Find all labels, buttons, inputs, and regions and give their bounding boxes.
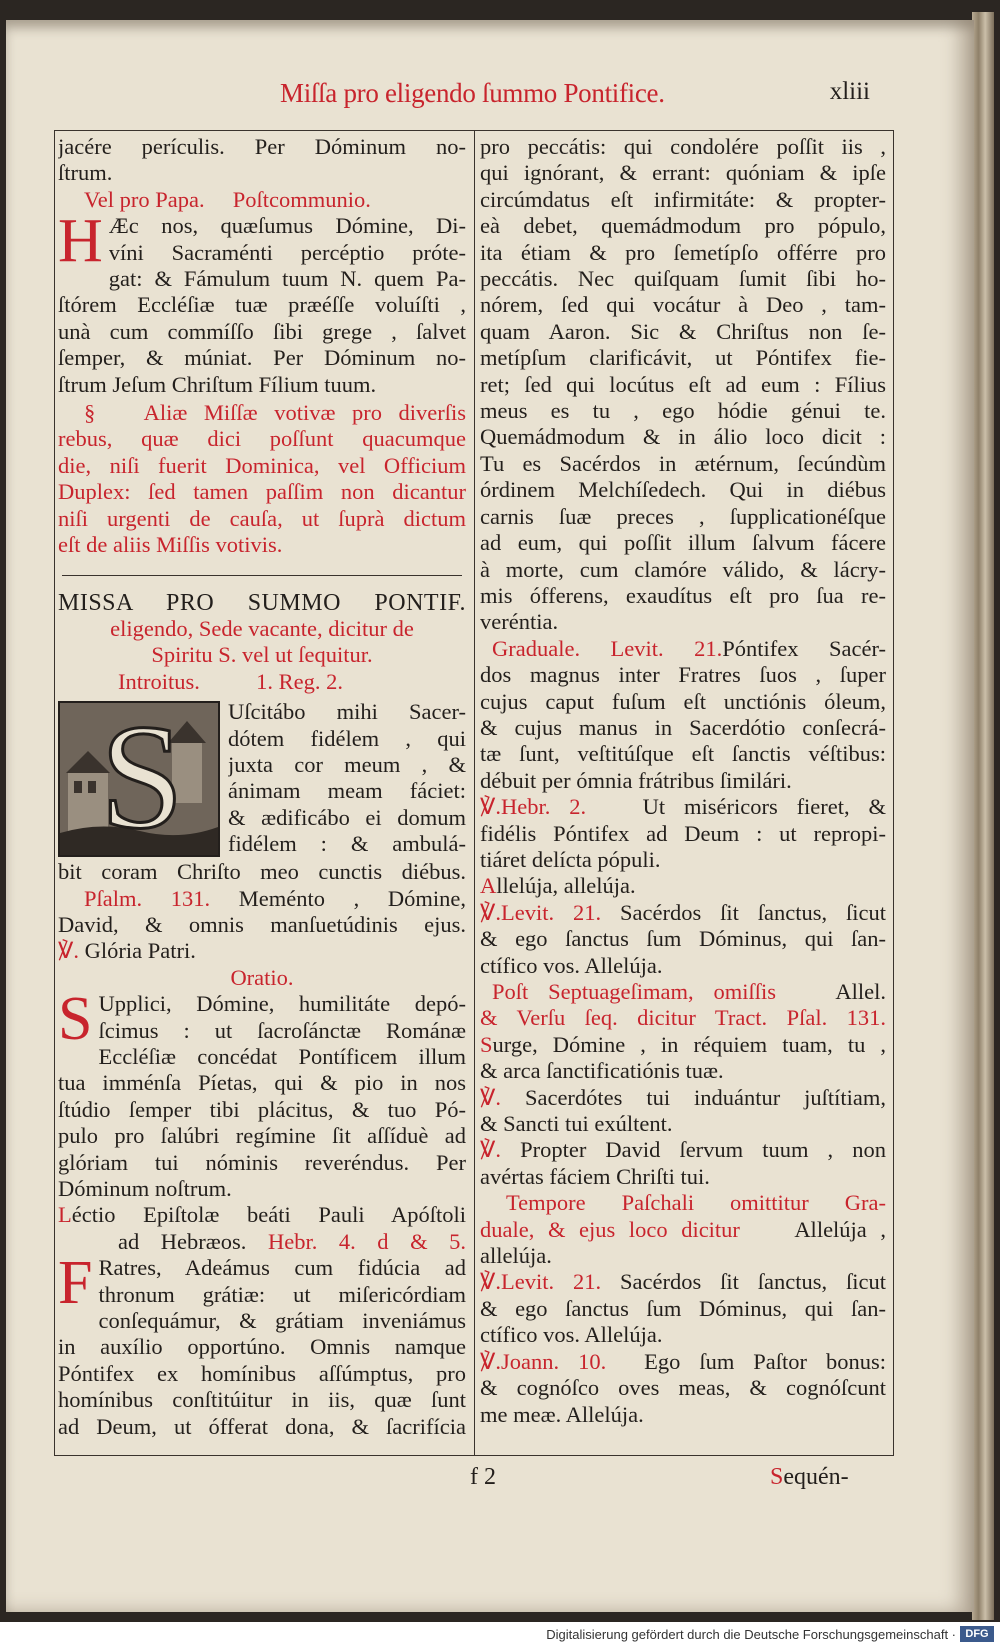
left-column — [58, 134, 466, 1440]
alleluia-initial: A — [480, 873, 497, 899]
versicle-text: Sacérdos ſit ſanctus, ſicut — [620, 1269, 886, 1295]
text-line: niſi urgenti de cauſa, ut ſuprà dictum — [58, 505, 466, 531]
versicle-line — [480, 1349, 886, 1375]
introitus-paragraph — [58, 699, 466, 885]
text-line: débuit per ómnia frátribus ſimilári. — [480, 767, 792, 793]
versicle-symbol-icon: ℣. — [480, 1137, 502, 1163]
text-line: ctífico vos. Allelúja. — [480, 1322, 663, 1348]
alleluia-text: Allelúja , — [794, 1216, 886, 1242]
versicle-symbol-icon: ℣. — [480, 899, 502, 925]
septuagesima-line — [480, 979, 886, 1005]
lectio-initial: L — [58, 1202, 72, 1228]
text-line: tiáret delícta pópuli. — [480, 846, 661, 872]
versicle-text: Ut miséricors fieret, & — [642, 794, 886, 820]
alleluia-text: llelúja, allelúja. — [496, 873, 636, 899]
text-line: fidélem : & ambulá- — [228, 831, 466, 857]
lectio-ref: Hebr. 4. d & 5. — [267, 1228, 466, 1254]
septuagesima-rubric: Poſt Septuageſimam, omiſſis — [492, 979, 776, 1004]
introitus-heading: Introitus. 1. Reg. 2. — [118, 668, 343, 694]
versicle-text: Propter David ſervum tuum , non — [520, 1137, 886, 1163]
text-line: meus es tu , ego hódie génui te. — [480, 398, 886, 424]
alleluia-line — [480, 873, 886, 899]
versicle-text: Ego ſum Paſtor bonus: — [644, 1348, 886, 1374]
text-line: & ædificábo ei domum — [228, 804, 466, 830]
text-line: avértas fáciem Chriſti tui. — [480, 1163, 710, 1189]
text-line: in auxílio opportúno. Omnis namque — [58, 1334, 466, 1360]
missa-title: MISSA PRO SUMMO PONTIF. — [58, 589, 466, 616]
text-line: die, niſi fuerit Dominica, vel Officium — [58, 452, 466, 478]
drop-cap: H — [58, 207, 103, 276]
versicle-text: Sacerdótes tui induántur juſtítiam, — [524, 1084, 886, 1110]
text-line: Ratres, Adeámus cum fidúcia ad — [98, 1255, 466, 1281]
tempore-line — [480, 1217, 886, 1243]
digitization-footer — [0, 1622, 1000, 1648]
text-line: nórem, ſed qui vocátur à Deo , tam- — [480, 292, 886, 318]
lectio-text: ad Hebræos. — [118, 1228, 247, 1254]
drop-cap: F — [58, 1249, 93, 1318]
text-line: Eccléſiæ concédat Pontíficem illum — [98, 1043, 466, 1069]
text-line: à morte, cum clamóre válido, & lácry- — [480, 556, 886, 582]
text-line: & arca ſanctificatiónis tuæ. — [480, 1058, 724, 1084]
versicle-text: Sacérdos ſit ſanctus, ſicut — [620, 899, 886, 925]
missa-subtitle: eligendo, Sede vacante, dicitur de — [110, 615, 414, 641]
text-line: & cognóſco oves meas, & cognóſcunt — [480, 1375, 886, 1401]
text-line: Quemádmodum & in álio loco dicit : — [480, 424, 886, 450]
dfg-logo: DFG — [960, 1626, 994, 1642]
text-line: Uſcitábo mihi Sacer- — [228, 699, 466, 725]
section-rule — [62, 575, 462, 576]
text-line: ad Deum, ut ófferat dona, & ſacrifícia — [58, 1413, 466, 1439]
column-divider — [474, 130, 475, 1456]
text-line: Tu es Sacérdos in ætérnum, ſecúndùm — [480, 450, 886, 476]
versicle-ref: Levit. 21. — [501, 1269, 602, 1295]
text-line: pro peccátis: qui condolére poſſit iis , — [480, 134, 886, 159]
text-line: ctífico vos. Allelúja. — [480, 952, 663, 978]
text-line: cujus caput fuſum eſt unctiónis óleum, — [480, 688, 886, 714]
text-line: Upplici, Dómine, humilitáte depó- — [98, 991, 466, 1017]
signature-mark: f 2 — [470, 1464, 496, 1490]
text-line: Póntifex ex homínibus aſſúmptus, pro — [58, 1360, 466, 1386]
versicle-symbol-icon: ℣. — [58, 938, 80, 964]
text-line: § Aliæ Miſſæ votivæ pro diverſis — [84, 400, 466, 426]
text-line: veréntia. — [480, 609, 559, 635]
versicle-symbol-icon: ℣. — [480, 1084, 502, 1110]
tract-initial: S — [480, 1031, 493, 1057]
text-line: pulo pro ſalúbri regímine ſit aſſíduè ad — [58, 1123, 466, 1149]
text-line: ret; ſed qui locútus eſt ad eum : Fílius — [480, 371, 886, 397]
text-line: me meæ. Allelúja. — [480, 1401, 644, 1427]
text-line: Duplex: ſed tamen paſſim non dicantur — [58, 479, 466, 505]
versicle-ref: Joann. 10. — [501, 1348, 607, 1374]
versicle-ref: Hebr. 2. — [501, 794, 587, 820]
catchword-rest: equén- — [783, 1464, 849, 1490]
missa-subtitle: Spiritu S. vel ut ſequitur. — [151, 642, 373, 668]
rubric-postcommunio: Vel pro Papa. Poſtcommunio. — [84, 186, 371, 212]
text-line: conſequámur, & grátiam inveniámus — [98, 1308, 466, 1334]
versicle-symbol-icon: ℣. — [480, 1269, 502, 1295]
rubric-votive — [58, 400, 466, 558]
text-line: & ego ſanctus ſum Dóminus, qui ſan- — [480, 926, 886, 952]
text-line: ſtúdio ſemper tibi plácitus, & tuo Pó- — [58, 1096, 466, 1122]
text-line: metípſum clarificávit, ut Póntifex fie- — [480, 345, 886, 371]
text-line: peccátis. Nec quiſquam ſumit ſibi ho- — [480, 266, 886, 292]
text-line: gat: & Fámulum tuum N. quem Pa- — [108, 266, 466, 292]
gloria-text: Glória Patri. — [84, 938, 196, 964]
text-line: & Sancti tui exúltent. — [480, 1111, 673, 1137]
versicle-symbol-icon: ℣. — [480, 794, 502, 820]
text-line: ſtórem Eccléſiæ tuæ præéſſe voluíſti , — [58, 292, 466, 318]
graduale-line — [480, 636, 886, 662]
text-line: ad eum, qui poſſit illum ſalvum fácere — [480, 530, 886, 556]
text-line: qui ignórant, & errant: quóniam & ipſe — [480, 160, 886, 186]
oratio-heading: Oratio. — [230, 964, 294, 990]
running-head: Miſſa pro eligendo ſummo Pontifice. — [280, 78, 665, 108]
lectio-line-2 — [58, 1229, 466, 1255]
right-column — [480, 134, 886, 1428]
paragraph-postcommunio — [58, 207, 466, 398]
tract-line — [480, 1032, 886, 1058]
text-line: mis ófferens, exaudítus eſt pro ſua re- — [480, 582, 886, 608]
text-line: juxta cor meum , & — [228, 751, 466, 777]
text-line: ſtrum. — [58, 160, 113, 186]
svg-text:S: S — [100, 703, 184, 856]
versicle-line — [480, 1137, 886, 1163]
text-line: quam Aaron. Sic & Chriſtus non ſe- — [480, 318, 886, 344]
text-line: dótem fidélem , qui — [228, 725, 466, 751]
text-line: David, & omnis manſuetúdinis ejus. — [58, 911, 466, 937]
versicle-line — [480, 900, 886, 926]
text-line: ſcimus : ut ſacroſánctæ Románæ — [98, 1017, 466, 1043]
psalm-line — [58, 886, 466, 912]
text-line: órdinem Melchíſedech. Qui in diébus — [480, 477, 886, 503]
text-line: Dóminum noſtrum. — [58, 1176, 232, 1201]
tract-rubric: & Verſu ſeq. dicitur Tract. Pſal. 131. — [480, 1005, 886, 1031]
text-line: Æc nos, quæſumus Dómine, Di- — [108, 213, 466, 239]
versicle-line — [480, 794, 886, 820]
psalm-text: Meménto , Dómine, — [238, 885, 466, 911]
text-line: víni Sacraménti percéptio próte- — [108, 239, 466, 265]
text-line: ſemper, & múniat. Per Dóminum no- — [58, 345, 466, 371]
tract-text: urge, Dómine , in réquiem tuam, tu , — [492, 1031, 886, 1057]
text-line: bit coram Chriſto meo cunctis diébus. — [58, 859, 466, 885]
text-line: fidélis Póntifex ad Deum : ut repropi- — [480, 820, 886, 846]
footer-credit: Digitalisierung gefördert durch die Deutsche Forschungsgemeinschaft · — [546, 1627, 956, 1642]
text-line: circúmdatus eſt infirmitáte: & propter- — [480, 186, 886, 212]
folio-number: xliii — [829, 78, 870, 105]
drop-cap: S — [58, 985, 93, 1054]
psalm-ref: Pſalm. 131. — [84, 885, 211, 911]
epistle-paragraph — [58, 1249, 466, 1440]
text-line: ita étiam & pro ſemetípſo offérre pro — [480, 239, 886, 265]
text-line: ſtrum Jeſum Chriſtum Fílium tuum. — [58, 371, 377, 397]
gloria-line — [58, 938, 466, 964]
text-line: thronum grátiæ: ut miſericórdiam — [98, 1281, 466, 1307]
woodcut-initial-s — [58, 701, 220, 857]
catchword — [770, 1464, 849, 1491]
versicle-ref: Levit. 21. — [501, 899, 602, 925]
lectio-text: éctio Epiſtolæ beáti Pauli Apóſtoli — [71, 1202, 466, 1228]
text-line: allelúja. — [480, 1243, 552, 1269]
text-line: carnis ſuæ preces , ſupplicationéſque — [480, 503, 886, 529]
text-line: jacére perículis. Per Dóminum no- — [58, 134, 466, 159]
text-line: eſt de aliis Miſſis votivis. — [58, 532, 283, 558]
versicle-symbol-icon: ℣. — [480, 1348, 502, 1374]
versicle-line — [480, 1085, 886, 1111]
versicle-line — [480, 1269, 886, 1295]
text-line: ánimam meam fáciet: — [228, 778, 466, 804]
graduale-label: Graduale. Levit. 21. — [492, 635, 723, 661]
text-line: unà cum commíſſo ſibi grege , ſalvet — [58, 318, 466, 344]
text-line: & cujus manus in Sacerdótio conſecrá- — [480, 714, 886, 740]
allel-text: Allel. — [835, 979, 886, 1004]
woodcut-initial-s-icon — [60, 703, 218, 855]
text-line: & ego ſanctus ſum Dóminus, qui ſan- — [480, 1295, 886, 1321]
oratio-paragraph — [58, 985, 466, 1202]
text-line: tua imménſa Píetas, qui & pio in nos — [58, 1070, 466, 1096]
text-line: homínibus conſtitúitur in iis, quæ ſunt — [58, 1387, 466, 1413]
catchword-initial: S — [770, 1464, 784, 1490]
tempore-rubric: Tempore Paſchali omittitur Gra- — [506, 1190, 886, 1216]
tempore-rubric-2: duale, & ejus loco dicitur — [480, 1216, 740, 1242]
page-edge — [972, 12, 994, 1620]
graduale-text: Póntifex Sacér- — [722, 635, 886, 661]
text-line: tæ ſunt, veſtitúſque eſt ſanctis véſtibus: — [480, 741, 886, 767]
text-line: eà debet, quemádmodum pro pópulo, — [480, 213, 886, 239]
text-line: rebus, quæ dici poſſunt quacumque — [58, 426, 466, 452]
text-line: glóriam tui nóminis reveréndus. Per — [58, 1149, 466, 1175]
lectio-line — [58, 1202, 466, 1228]
text-line: dos magnus inter Fratres ſuos , ſuper — [480, 662, 886, 688]
